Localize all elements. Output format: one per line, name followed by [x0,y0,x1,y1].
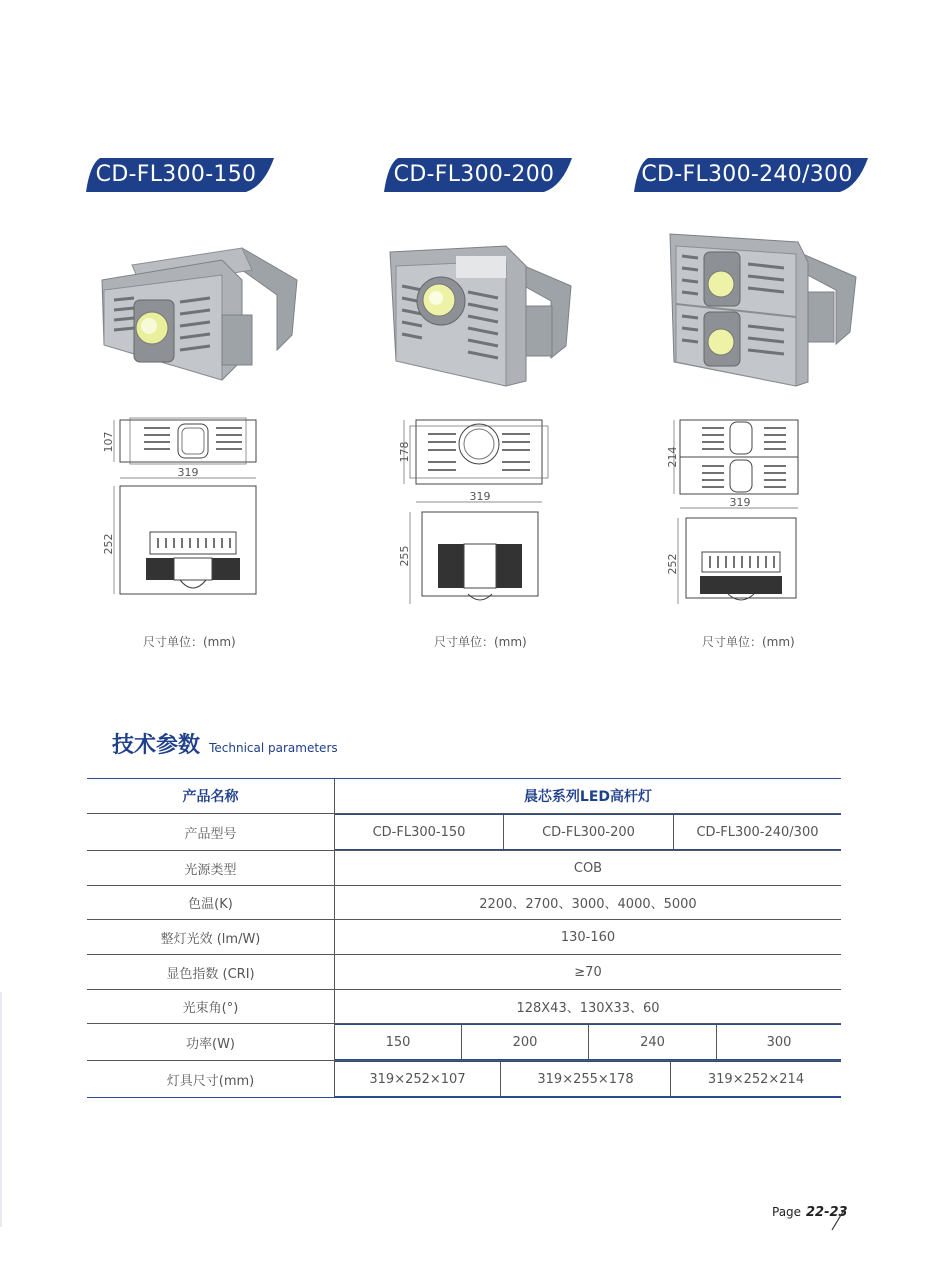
efficacy-label: 整灯光效 (lm/W) [87,920,335,955]
model-value: CD-FL300-150 [335,815,504,850]
product-image-1 [92,240,302,385]
dimension-drawing-1 [104,414,264,614]
table-row [87,1061,841,1098]
table-row [87,990,841,1024]
model-banner-3 [634,158,868,192]
power-label: 功率(W) [87,1024,335,1061]
dim-height-3: 214 [666,446,679,468]
power-values-cell [335,1024,842,1061]
model-value: CD-FL300-240/300 [674,815,842,850]
unit-note-1: 尺寸单位：(mm) [143,635,236,649]
spec-table [87,778,841,1098]
dim-height-1: 107 [102,431,115,453]
cct-label: 色温(K) [87,886,335,920]
dim-width-3: 319 [729,496,751,509]
power-value: 240 [589,1025,717,1060]
size-values-cell [335,1061,842,1098]
model-banner-1 [86,158,274,192]
dim-height-2: 178 [398,441,411,463]
page-edge-line [0,992,2,1227]
model-name-1: CD-FL300-150 [95,162,257,187]
page-slash-mark [828,1208,848,1234]
dimension-drawing-2 [398,414,558,614]
section-title-en: Technical parameters [209,741,338,755]
dim-depth-1: 252 [102,533,115,555]
header-value: 晨芯系列LED高杆灯 [335,779,842,814]
dim-depth-3: 252 [666,553,679,575]
model-values [335,814,841,850]
source-value: COB [335,851,842,886]
dim-width-2: 319 [469,490,491,503]
model-label: 产品型号 [87,814,335,851]
table-row [87,920,841,955]
page-label: Page [772,1205,802,1219]
cri-label: 显色指数 (CRI) [87,955,335,990]
product-image-2 [386,246,576,386]
power-values [335,1024,841,1060]
page-number: 22-23 [806,1205,848,1220]
model-value: CD-FL300-200 [504,815,674,850]
dimension-drawing-3 [666,414,826,614]
size-label: 灯具尺寸(mm) [87,1061,335,1098]
power-value: 300 [717,1025,842,1060]
section-title [112,728,338,759]
unit-note-3: 尺寸单位：(mm) [702,635,795,649]
power-value: 150 [335,1025,462,1060]
unit-note-2: 尺寸单位：(mm) [434,635,527,649]
dim-depth-2: 255 [398,545,411,567]
cri-value: ≥70 [335,955,842,990]
efficacy-value: 130-160 [335,920,842,955]
dim-width-1: 319 [177,466,199,479]
source-label: 光源类型 [87,851,335,886]
model-name-2: CD-FL300-200 [393,162,555,187]
table-row [87,779,841,814]
power-value: 200 [462,1025,589,1060]
product-image-3 [668,232,858,387]
cct-value: 2200、2700、3000、4000、5000 [335,886,842,920]
table-row [87,851,841,886]
beam-label: 光束角(°) [87,990,335,1024]
table-row [87,886,841,920]
model-name-3: CD-FL300-240/300 [641,162,853,187]
table-row [87,955,841,990]
table-row [87,1024,841,1061]
size-value: 319×252×214 [671,1062,842,1097]
size-values [335,1061,841,1097]
model-values-cell [335,814,842,851]
header-label: 产品名称 [87,779,335,814]
size-value: 319×252×107 [335,1062,501,1097]
table-row [87,814,841,851]
size-value: 319×255×178 [501,1062,671,1097]
section-title-zh: 技术参数 [112,733,201,758]
model-banner-2 [384,158,572,192]
beam-value: 128X43、130X33、60 [335,990,842,1024]
